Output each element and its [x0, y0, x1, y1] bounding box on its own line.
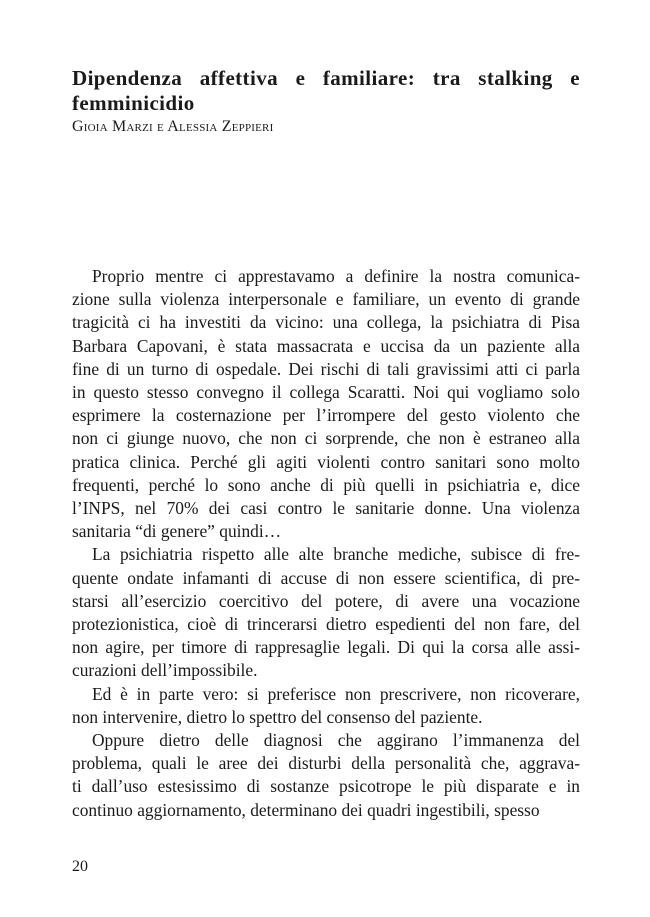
text-line: Oppure dietro delle diagnosi che aggirano l’immanenza del	[92, 730, 580, 751]
text-line: Proprio mentre ci apprestavamo a definire la nostra comunica-	[92, 266, 580, 286]
text-line: fine di un turno di ospedale. Dei rischi di tali gravissimi atti ci parla	[72, 358, 580, 379]
text-line: problema, quali le aree dei disturbi della personalità che, aggrava-	[72, 753, 580, 774]
text-line: protezionistica, cioè di trincerarsi dietro espedienti del non fare, del	[72, 614, 580, 635]
text-line: in questo stesso convegno il collega Scaratti. Noi qui vogliamo solo	[72, 382, 580, 403]
text-line: sanitaria “di genere” quindi…	[72, 521, 282, 542]
text-line: starsi all’esercizio coercitivo del potere, di avere una vocazione	[72, 590, 580, 611]
text-line: l’INPS, nel 70% dei casi contro le sanitarie donne. Una violenza	[72, 498, 580, 519]
text-line: quente ondate infamanti di accuse di non essere scientifica, di pre-	[72, 567, 580, 588]
paragraph	[72, 729, 580, 822]
body-text	[72, 265, 580, 822]
text-line: non ci giunge nuovo, che non ci sorprende, che non è estraneo alla	[72, 428, 580, 449]
text-line: Ed è in parte vero: si preferisce non prescrivere, non ricoverare,	[92, 683, 580, 704]
text-line: non agire, per timore di rappresaglie legali. Di qui la corsa alle assi-	[72, 637, 580, 658]
chapter-title-line: femminicidio	[72, 91, 195, 115]
text-line: esprimere la costernazione per l’irrompere del gesto violento che	[72, 405, 580, 426]
text-line: continuo aggiornamento, determinano dei quadri ingestibili, spesso	[72, 799, 540, 820]
chapter-title-line: Dipendenza affettiva e familiare: tra stalking e	[72, 66, 580, 90]
text-line: tragicità ci ha investiti da vicino: una collega, la psichiatra di Pisa	[72, 312, 580, 333]
text-line: curazioni dell’impossibile.	[72, 660, 258, 681]
page-number: 20	[72, 858, 88, 875]
chapter-title	[72, 66, 580, 116]
paragraph	[72, 543, 580, 682]
text-line: pratica clinica. Perché gli agiti violenti contro sanitari sono molto	[72, 451, 580, 472]
paragraph	[72, 683, 580, 729]
text-line: frequenti, perché lo sono anche di più quelli in psichiatria e, dice	[72, 474, 580, 495]
text-line: Barbara Capovani, è stata massacrata e uccisa da un paziente alla	[72, 335, 580, 356]
text-line: La psichiatria rispetto alle alte branche mediche, subisce di fre-	[92, 544, 580, 565]
paragraph	[72, 265, 580, 543]
text-line: non intervenire, dietro lo spettro del consenso del paziente.	[72, 706, 483, 727]
chapter-authors: Gioia Marzi e Alessia Zeppieri	[72, 118, 274, 135]
text-line: zione sulla violenza interpersonale e familiare, un evento di grande	[72, 289, 580, 310]
text-line: ti dall’uso estesissimo di sostanze psicotrope le più disparate e in	[72, 776, 580, 797]
